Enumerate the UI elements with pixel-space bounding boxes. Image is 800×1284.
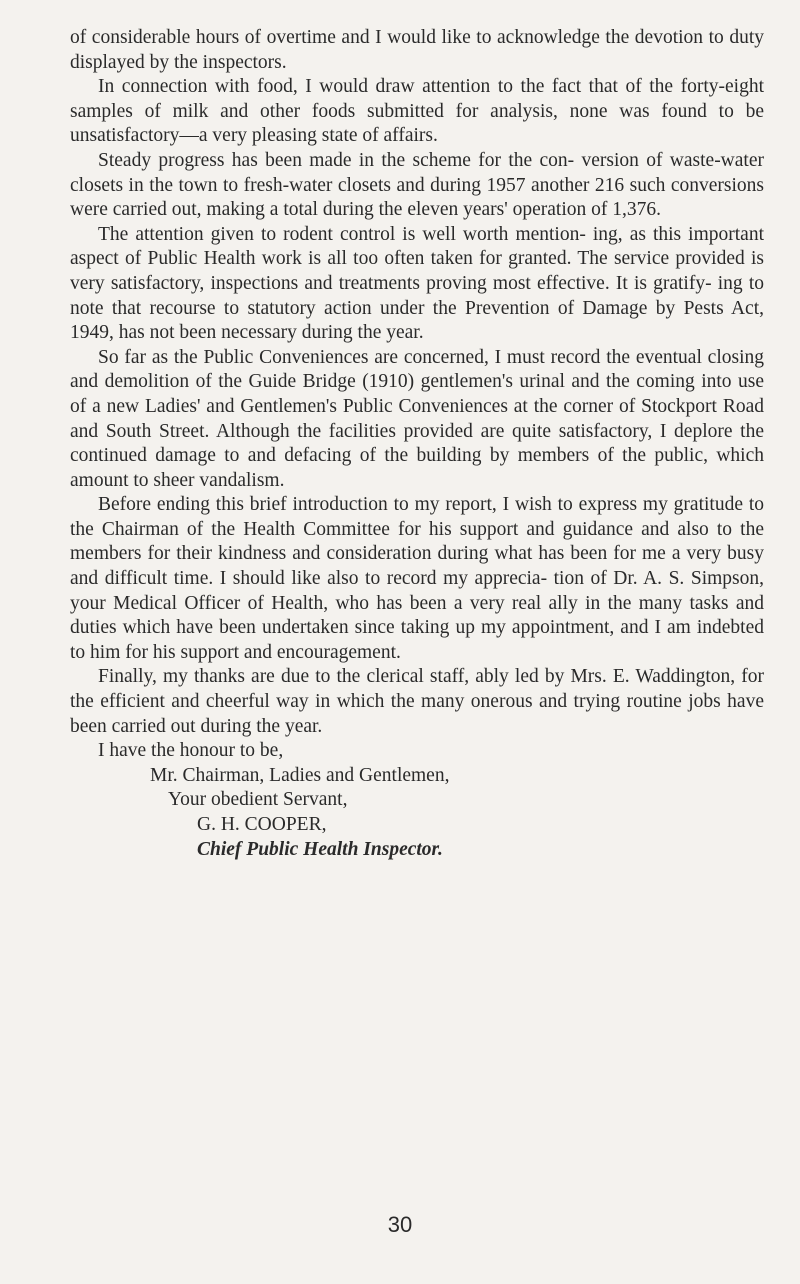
paragraph-closets: Steady progress has been made in the scheme for the con- version of waste-water closets in the town to fresh-water closets and during 1957 another 216 such conversions were carried out, making a total during the eleven years' operation of 1,376. bbox=[70, 149, 764, 221]
closing-servant-line: Your obedient Servant, bbox=[168, 789, 348, 811]
document-body bbox=[70, 26, 764, 862]
paragraph-clerical-staff: Finally, my thanks are due to the clerical staff, ably led by Mrs. E. Waddington, for the efficient and cheerful way in which the many onerous and trying routine jobs have been carried out during the year. bbox=[70, 666, 764, 737]
paragraph-public-conveniences: So far as the Public Conveniences are concerned, I must record the eventual closing and demolition of the Guide Bridge (1910) gentlemen's urinal and the coming into use of a new Ladies' and Gentlemen's Public Conveniences at the corner of Stockport Road and South Street. Although the facilities provided are quite satisfactory, I deplore the continued damage to and defacing of the building by members of the public, which amount to sheer vandalism. bbox=[70, 346, 764, 491]
signatory-title: Chief Public Health Inspector. bbox=[197, 838, 443, 860]
paragraph-food: In connection with food, I would draw attention to the fact that of the forty-eight samples of milk and other foods submitted for analysis, none was found to be unsatisfactory—a very pleasing state of affairs. bbox=[70, 76, 764, 147]
paragraph-gratitude: Before ending this brief introduction to my report, I wish to express my gratitude to the Chairman of the Health Committee for his support and guidance and also to the members for their kindness and consideration during what has been for me a very busy and difficult time. I should like also to record my apprecia- tion of Dr. A. S. Simpson, your Medical Officer of Health, who has been a very real ally in the many tasks and duties which have been undertaken since taking up my appointment, and I am indebted to him for his support and encouragement. bbox=[70, 494, 764, 663]
paragraph-overtime: of considerable hours of overtime and I would like to acknowledge the devotion to duty displayed by the inspectors. bbox=[70, 27, 764, 73]
signatory-name: G. H. COOPER, bbox=[197, 814, 327, 835]
page-number: 30 bbox=[387, 1212, 413, 1237]
letter-closing bbox=[70, 739, 764, 862]
paragraph-rodent-control: The attention given to rodent control is well worth mention- ing, as this important aspect of Public Health work is all too often taken for granted. The service provided is very satisfactory, inspections and treatments proving most effective. It is gratify- ing to note that recourse to statutory action under the Prevention of Damage by Pests Act, 1949, has not been necessary during the year. bbox=[70, 223, 764, 344]
closing-salutation-line: Mr. Chairman, Ladies and Gentlemen, bbox=[150, 764, 450, 786]
closing-honour-line: I have the honour to be, bbox=[98, 740, 284, 762]
